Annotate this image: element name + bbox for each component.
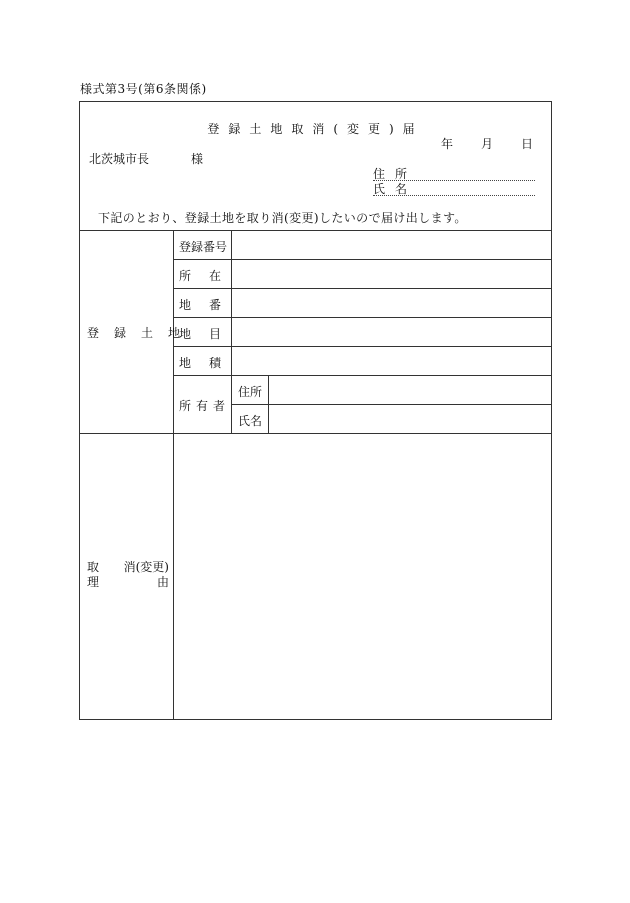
date-month-label: 月 [480,137,493,151]
date-line [413,135,533,152]
land-area-label: 地積 [179,356,240,370]
owner-name-label: 氏名 [238,414,263,428]
registration-number-label: 登録番号 [179,240,228,254]
date-day-label: 日 [520,137,533,151]
addressee-name: 北茨城市長 [89,152,150,166]
registered-land-label: 登録土地 [87,326,196,340]
addressee [89,150,203,167]
location-input[interactable] [232,260,551,287]
land-category-label: 地目 [179,327,240,341]
registration-number-input[interactable] [232,231,551,258]
reason-label [87,560,169,590]
reason-label-part: 取 [87,560,100,574]
form-title: 登録土地取消(変更)届 [207,122,424,136]
reason-label-part: 消(変更) [123,560,169,574]
owner-name-input[interactable] [269,405,551,432]
lot-number-input[interactable] [232,289,551,316]
applicant-address-label: 住所 [373,167,418,181]
reason-label-part: 由 [156,575,169,589]
form-number: 様式第3号(第6条関係) [80,82,207,96]
reason-label-part: 理 [87,575,100,589]
owner-label: 所有者 [179,399,231,413]
location-label: 所在 [179,269,240,283]
declaration-text: 下記のとおり、登録土地を取り消(変更)したいので届け出します。 [98,211,467,225]
land-category-input[interactable] [232,318,551,345]
owner-address-input[interactable] [269,376,551,403]
land-area-input[interactable] [232,347,551,374]
applicant-name-label: 氏名 [373,182,418,196]
owner-address-label: 住所 [238,385,263,399]
applicant-name-field[interactable] [373,180,535,196]
reason-input[interactable] [174,434,551,719]
lot-number-label: 地番 [179,298,240,312]
addressee-honorific: 様 [191,152,204,166]
notification-form [79,101,552,720]
date-year-label: 年 [440,137,453,151]
applicant-address-field[interactable] [373,165,535,181]
